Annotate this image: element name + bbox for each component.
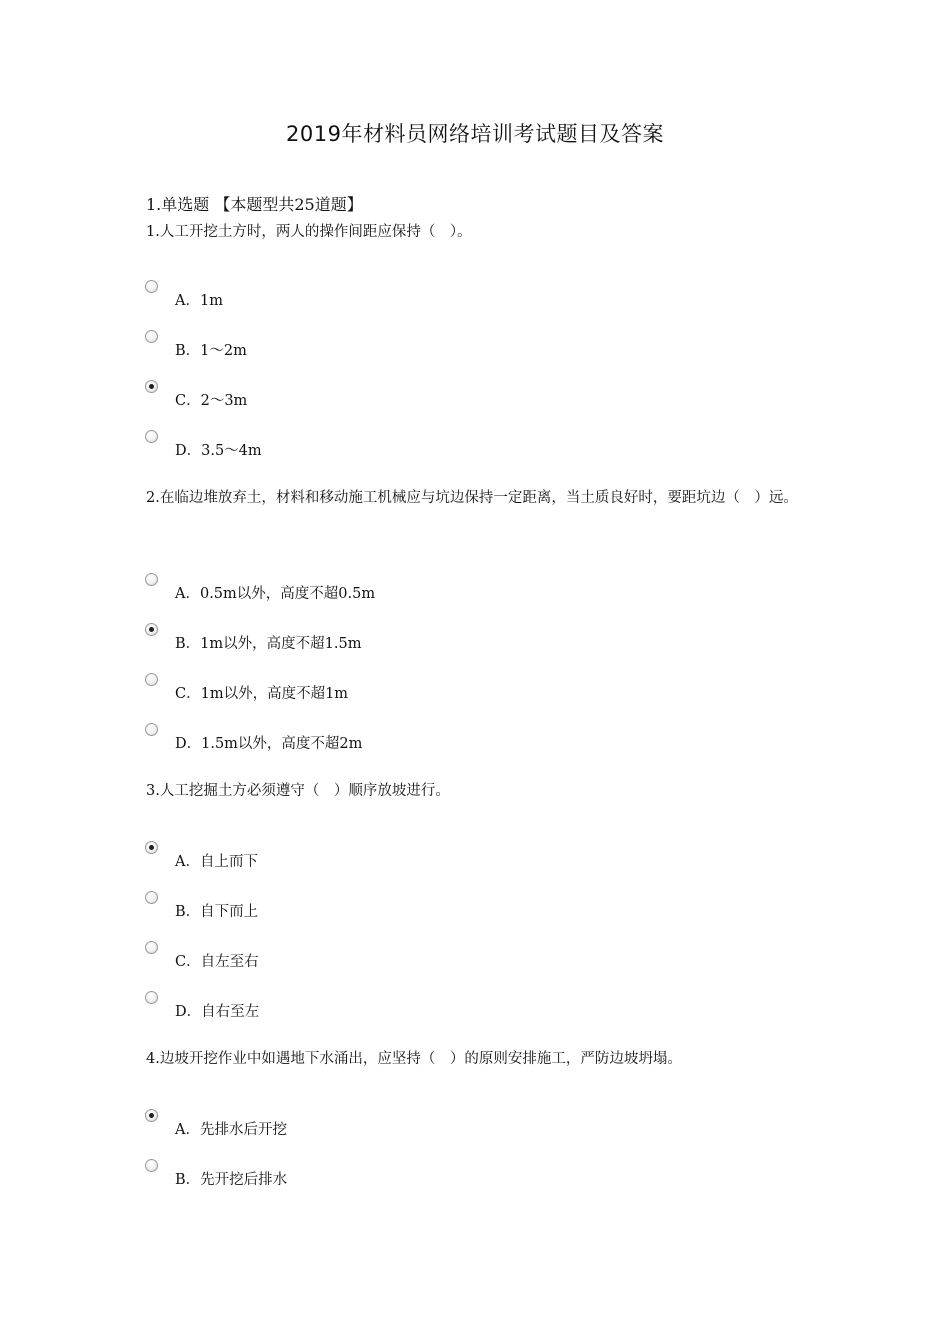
radio-checked-icon[interactable] [145,1109,158,1122]
option-label: C．1m以外，高度不超1m [175,686,349,702]
document-title: 2019年材料员网络培训考试题目及答案 [286,122,664,146]
radio-unchecked-icon[interactable] [145,723,158,736]
question-1-text: 1.人工开挖土方时，两人的操作间距应保持（ ）。 [146,224,472,240]
section-heading: 1.单选题 【本题型共25道题】 [146,195,363,214]
option-label: A．自上而下 [175,854,258,870]
option-label: C．2～3m [175,393,248,409]
option-label: A．1m [175,293,223,309]
option-label: D．自右至左 [175,1004,260,1020]
question-1-option-b[interactable] [145,330,247,358]
option-label: B．先开挖后排水 [175,1172,288,1188]
question-3-option-c[interactable] [145,941,259,969]
question-2-text: 2.在临边堆放弃土，材料和移动施工机械应与坑边保持一定距离，当土质良好时，要距坑边（ ）远。 [146,490,798,506]
option-label: B．1～2m [175,343,247,359]
option-label: A．先排水后开挖 [175,1122,287,1138]
radio-unchecked-icon[interactable] [145,941,158,954]
question-4-option-a[interactable] [145,1109,287,1137]
question-3-option-b[interactable] [145,891,258,919]
question-4-option-b[interactable] [145,1159,287,1187]
option-label: C．自左至右 [175,954,259,970]
radio-checked-icon[interactable] [145,380,158,393]
question-1-option-a[interactable] [145,280,223,308]
option-label: B．1m以外，高度不超1.5m [175,636,362,652]
radio-unchecked-icon[interactable] [145,891,158,904]
question-2-option-b[interactable] [145,623,361,651]
radio-unchecked-icon[interactable] [145,280,158,293]
question-2-option-a[interactable] [145,573,375,601]
radio-checked-icon[interactable] [145,841,158,854]
radio-unchecked-icon[interactable] [145,1159,158,1172]
option-label: A．0.5m以外，高度不超0.5m [175,586,376,602]
radio-unchecked-icon[interactable] [145,330,158,343]
question-3-option-a[interactable] [145,841,258,869]
radio-unchecked-icon[interactable] [145,573,158,586]
option-label: D．3.5～4m [175,443,262,459]
radio-checked-icon[interactable] [145,623,158,636]
radio-unchecked-icon[interactable] [145,991,158,1004]
question-1-option-c[interactable] [145,380,247,408]
question-3-text: 3.人工挖掘土方必须遵守（ ）顺序放坡进行。 [146,783,450,799]
question-2-option-c[interactable] [145,673,348,701]
question-3-option-d[interactable] [145,991,259,1019]
radio-unchecked-icon[interactable] [145,673,158,686]
question-4-text: 4.边坡开挖作业中如遇地下水涌出，应坚持（ ）的原则安排施工，严防边坡坍塌。 [146,1051,682,1067]
question-2-option-d[interactable] [145,723,362,751]
option-label: D．1.5m以外，高度不超2m [175,736,363,752]
option-label: B．自下而上 [175,904,259,920]
radio-unchecked-icon[interactable] [145,430,158,443]
question-1-option-d[interactable] [145,430,262,458]
